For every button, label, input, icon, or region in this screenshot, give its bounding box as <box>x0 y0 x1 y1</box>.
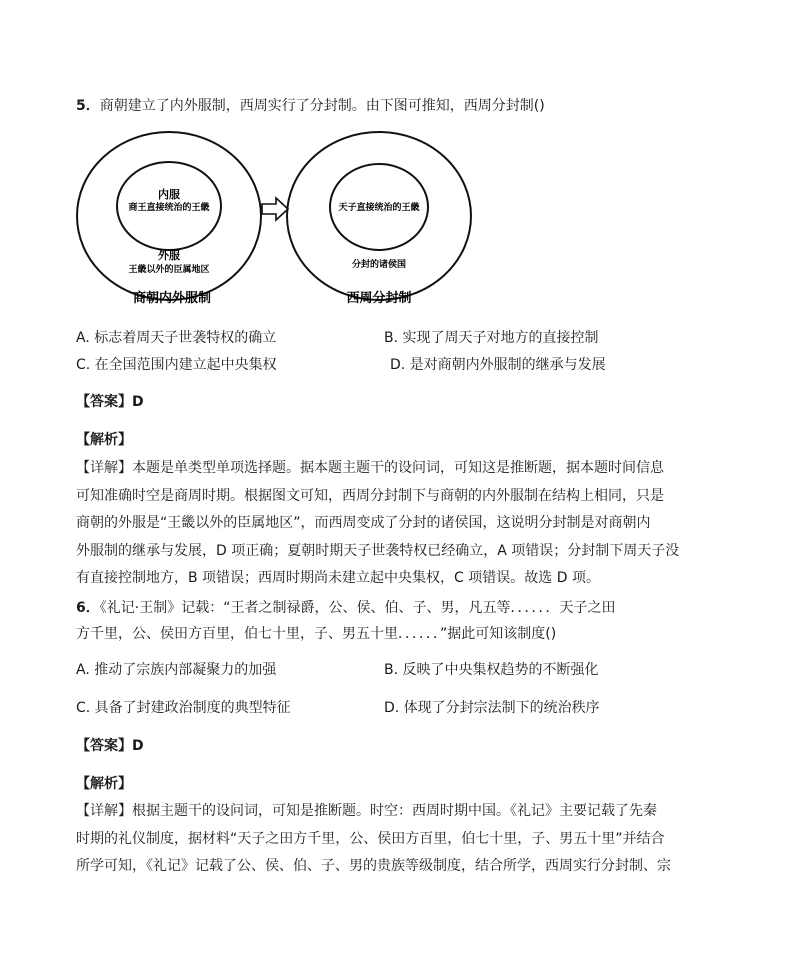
q5-answer-value: D <box>132 394 144 410</box>
q5-option-b[interactable]: B. 实现了周天子对地方的直接控制 <box>384 330 599 346</box>
zhou-caption: 西周分封制 <box>346 291 412 306</box>
q5-option-d[interactable]: D. 是对商朝内外服制的继承与发展 <box>390 357 606 373</box>
q5-detail-line: 【详解】本题是单类型单项选择题。据本题主题干的设问词，可知这是推断题，据本题时间信息 <box>76 460 664 476</box>
shang-inner-desc: 商王直接统治的王畿 <box>128 203 210 213</box>
q5-option-a[interactable]: A. 标志着周天子世袭特权的确立 <box>76 330 277 346</box>
q5-stem: 商朝建立了内外服制，西周实行了分封制。由下图可推知，西周分封制() <box>99 98 545 114</box>
q6-option-a[interactable]: A. 推动了宗族内部凝聚力的加强 <box>76 662 277 678</box>
q6-analysis-label: 【解析】 <box>76 776 132 792</box>
shang-diagram <box>77 132 261 306</box>
zhou-outer-desc: 分封的诸侯国 <box>351 260 407 270</box>
q6-detail-line: 时期的礼仪制度，据材料“天子之田方千里，公、侯田方百里，伯七十里，子、男五十里”并结合 <box>76 830 665 847</box>
zhou-outer-circle <box>287 132 471 300</box>
q5-detail-line: 外服制的继承与发展，D 项正确；夏朝时期天子世袭特权已经确立，A 项错误；分封制下周天子没 <box>76 542 680 559</box>
q5-analysis-label: 【解析】 <box>76 432 132 448</box>
q5-figure <box>76 128 476 313</box>
shang-caption: 商朝内外服制 <box>132 291 212 306</box>
shang-outer-desc: 王畿以外的臣属地区 <box>128 265 210 275</box>
q5-detail-paragraph <box>76 455 680 593</box>
q5-stem-line <box>76 96 545 116</box>
q5-detail-line: 商朝的外服是“王畿以外的臣属地区”，而西周变成了分封的诸侯国，这说明分封制是对商朝内 <box>76 515 651 531</box>
q6-number: 6． <box>76 600 100 616</box>
q6-answer-value: D <box>132 738 144 754</box>
q6-stem: 《礼记·王制》记载：“王者之制禄爵，公、侯、伯、子、男，凡五等．．．．．．天子之田 <box>99 600 616 616</box>
q5-answer-label: 【答案】 <box>76 394 132 410</box>
q6-detail-paragraph <box>76 798 676 881</box>
q5-detail-line: 有直接控制地方，B 项错误；西周时期尚未建立起中央集权，C 项错误。故选 D 项。 <box>76 570 600 586</box>
shang-outer-title: 外服 <box>158 249 180 262</box>
right-arrow-icon <box>262 198 288 220</box>
zhou-inner-desc: 天子直接统治的王畿 <box>338 203 420 213</box>
q6-stem-line-1 <box>76 598 615 618</box>
q5-detail-line: 可知准确时空是商周时期。根据图文可知，西周分封制下与商朝的内外服制在结构上相同，只是 <box>76 487 664 504</box>
q5-number: 5． <box>76 98 100 114</box>
q6-answer-label: 【答案】 <box>76 738 132 754</box>
q5-option-c[interactable]: C. 在全国范围内建立起中央集权 <box>76 357 277 373</box>
q5-answer-line <box>76 392 144 412</box>
shang-inner-title: 内服 <box>158 188 180 201</box>
q6-option-b[interactable]: B. 反映了中央集权趋势的不断强化 <box>384 662 599 678</box>
q6-detail-line: 【详解】根据主题干的设问词，可知是推断题。时空：西周时期中国。《礼记》主要记载了先秦 <box>76 803 657 819</box>
q6-stem-line-2: 方千里，公、侯田方百里，伯七十里，子、男五十里．．．．．．”据此可知该制度() <box>76 626 557 642</box>
q6-option-d[interactable]: D. 体现了分封宗法制下的统治秩序 <box>384 700 600 716</box>
q6-detail-line: 所学可知，《礼记》记载了公、侯、伯、子、男的贵族等级制度，结合所学，西周实行分封制、宗 <box>76 858 671 874</box>
zhou-diagram <box>287 132 471 306</box>
q6-option-c[interactable]: C. 具备了封建政治制度的典型特征 <box>76 700 291 716</box>
q6-answer-line <box>76 736 144 756</box>
